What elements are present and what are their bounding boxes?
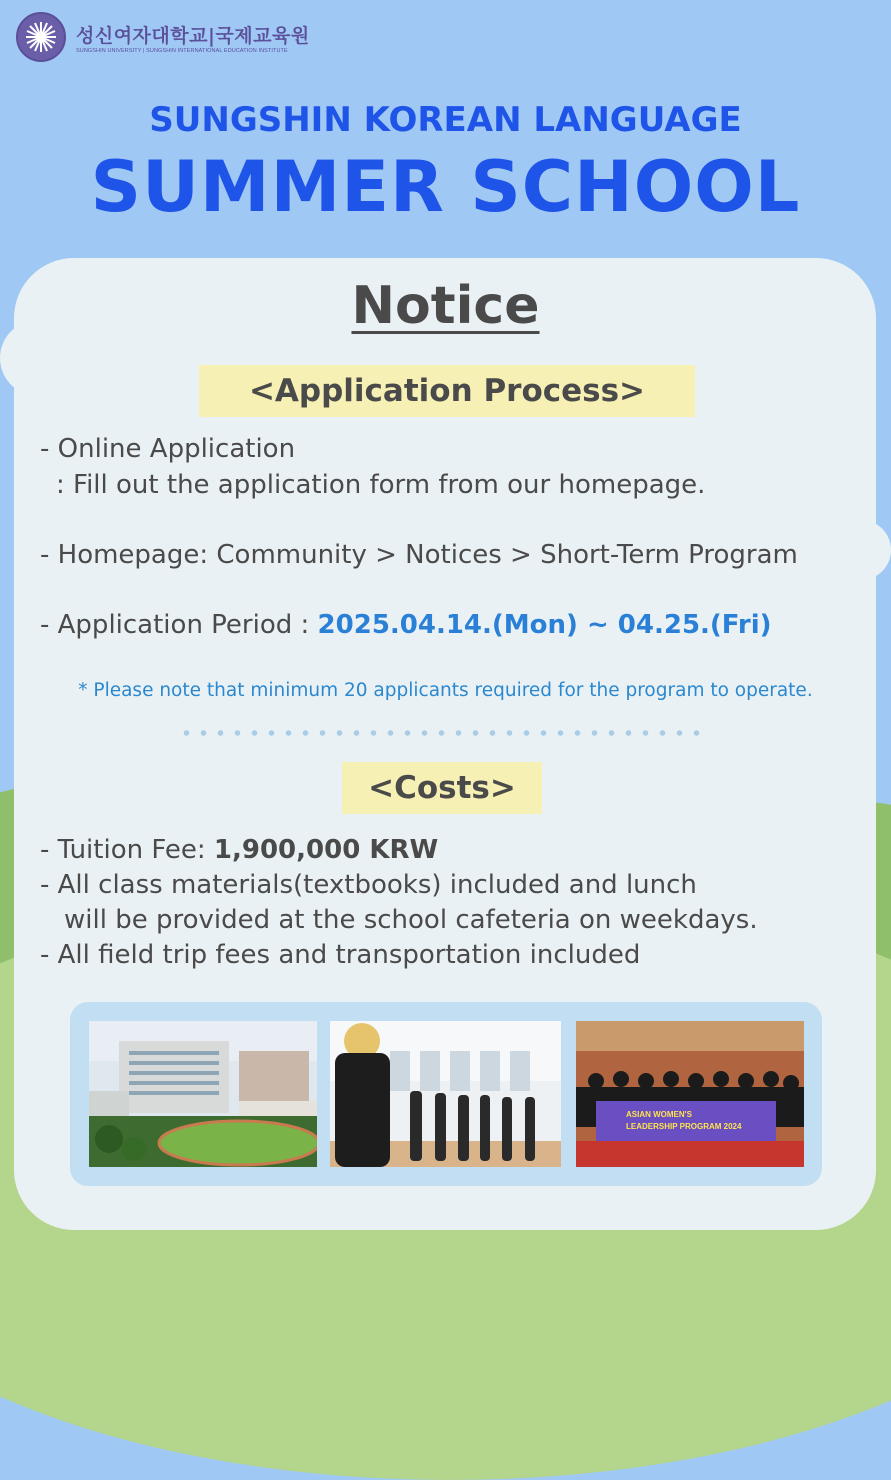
tuition-fee-value: 1,900,000 KRW <box>213 835 439 865</box>
application-period <box>40 610 772 640</box>
program-title: SUMMER SCHOOL <box>90 146 801 228</box>
group-photo-leadership-program <box>576 1021 804 1167</box>
materials-line-1: - All class materials(textbooks) included and lunch <box>40 870 697 900</box>
dotted-divider <box>178 730 708 736</box>
field-trip-line: - All field trip fees and transportation included <box>40 940 641 970</box>
tuition-fee-label: - Tuition Fee: <box>40 835 214 865</box>
tuition-fee <box>40 835 438 865</box>
photo-strip <box>70 1002 822 1186</box>
application-process-heading: <Application Process> <box>199 365 695 417</box>
banner-text-line1: ASIAN WOMEN'S <box>626 1110 692 1119</box>
application-period-label: - Application Period : <box>40 610 318 640</box>
application-period-value: 2025.04.14.(Mon) ~ 04.25.(Fri) <box>317 610 772 640</box>
online-application-detail: : Fill out the application form from our homepage. <box>56 470 706 500</box>
online-application-label: - Online Application <box>40 434 296 464</box>
materials-line-2: will be provided at the school cafeteria on weekdays. <box>64 905 758 935</box>
minimum-applicants-note: * Please note that minimum 20 applicants required for the program to operate. <box>78 680 813 701</box>
notice-title: Notice <box>351 276 540 336</box>
banner-text-line2: LEADERSHIP PROGRAM 2024 <box>626 1122 742 1131</box>
logo-text <box>76 21 310 54</box>
homepage-path: - Homepage: Community > Notices > Short-Term Program <box>40 540 798 570</box>
logo-english-name: SUNGSHIN UNIVERSITY | SUNGSHIN INTERNATIONAL EDUCATION INSTITUTE <box>76 47 288 54</box>
costs-heading: <Costs> <box>342 762 542 814</box>
university-emblem-icon <box>16 12 66 62</box>
program-subtitle: SUNGSHIN KOREAN LANGUAGE <box>149 100 742 140</box>
dance-class-photo <box>330 1021 561 1167</box>
notice-heading <box>0 276 891 336</box>
university-logo[interactable] <box>16 12 310 62</box>
logo-korean-name: 성신여자대학교|국제교육원 <box>76 24 310 47</box>
campus-photo <box>89 1021 317 1167</box>
